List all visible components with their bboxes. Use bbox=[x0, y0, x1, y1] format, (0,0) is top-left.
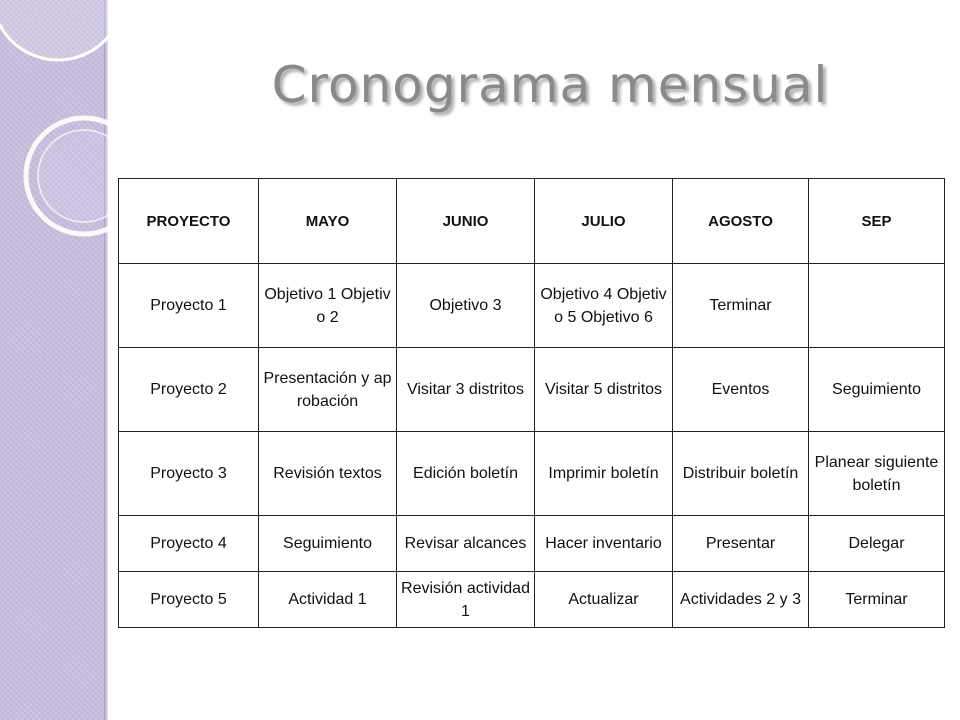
table-cell: Terminar bbox=[673, 264, 809, 348]
table-cell: Eventos bbox=[673, 348, 809, 432]
table-cell: Hacer inventario bbox=[535, 516, 673, 572]
table-cell: Actividad 1 bbox=[259, 572, 397, 628]
table-cell: Seguimiento bbox=[259, 516, 397, 572]
table-cell: Delegar bbox=[809, 516, 945, 572]
table-row bbox=[119, 348, 945, 432]
table-cell: Presentación y aprobación bbox=[259, 348, 397, 432]
table-cell: Actualizar bbox=[535, 572, 673, 628]
table-cell: Proyecto 1 bbox=[119, 264, 259, 348]
table-header-row bbox=[119, 179, 945, 264]
slide-title: Cronograma mensual bbox=[271, 56, 829, 114]
table-cell: Proyecto 4 bbox=[119, 516, 259, 572]
schedule-table bbox=[118, 178, 945, 628]
header-junio: JUNIO bbox=[397, 179, 535, 264]
table-cell: Revisión actividad 1 bbox=[397, 572, 535, 628]
table-cell bbox=[809, 264, 945, 348]
table-row bbox=[119, 516, 945, 572]
table-cell: Proyecto 3 bbox=[119, 432, 259, 516]
table-cell: Presentar bbox=[673, 516, 809, 572]
table-cell: Proyecto 2 bbox=[119, 348, 259, 432]
header-proyecto: PROYECTO bbox=[119, 179, 259, 264]
table-cell: Edición boletín bbox=[397, 432, 535, 516]
table-row bbox=[119, 572, 945, 628]
table-row bbox=[119, 432, 945, 516]
table-cell: Distribuir boletín bbox=[673, 432, 809, 516]
table-cell: Objetivo 1 Objetivo 2 bbox=[259, 264, 397, 348]
table-cell: Terminar bbox=[809, 572, 945, 628]
table-cell: Objetivo 4 Objetivo 5 Objetivo 6 bbox=[535, 264, 673, 348]
table-cell: Seguimiento bbox=[809, 348, 945, 432]
table-cell: Actividades 2 y 3 bbox=[673, 572, 809, 628]
table-cell: Visitar 5 distritos bbox=[535, 348, 673, 432]
table-cell: Revisar alcances bbox=[397, 516, 535, 572]
header-mayo: MAYO bbox=[259, 179, 397, 264]
header-julio: JULIO bbox=[535, 179, 673, 264]
table-cell: Revisión textos bbox=[259, 432, 397, 516]
table-row bbox=[119, 264, 945, 348]
header-agosto: AGOSTO bbox=[673, 179, 809, 264]
table-cell: Objetivo 3 bbox=[397, 264, 535, 348]
table-cell: Imprimir boletín bbox=[535, 432, 673, 516]
table-cell: Visitar 3 distritos bbox=[397, 348, 535, 432]
header-sep: SEP bbox=[809, 179, 945, 264]
table-cell: Proyecto 5 bbox=[119, 572, 259, 628]
table-cell: Planear siguiente boletín bbox=[809, 432, 945, 516]
